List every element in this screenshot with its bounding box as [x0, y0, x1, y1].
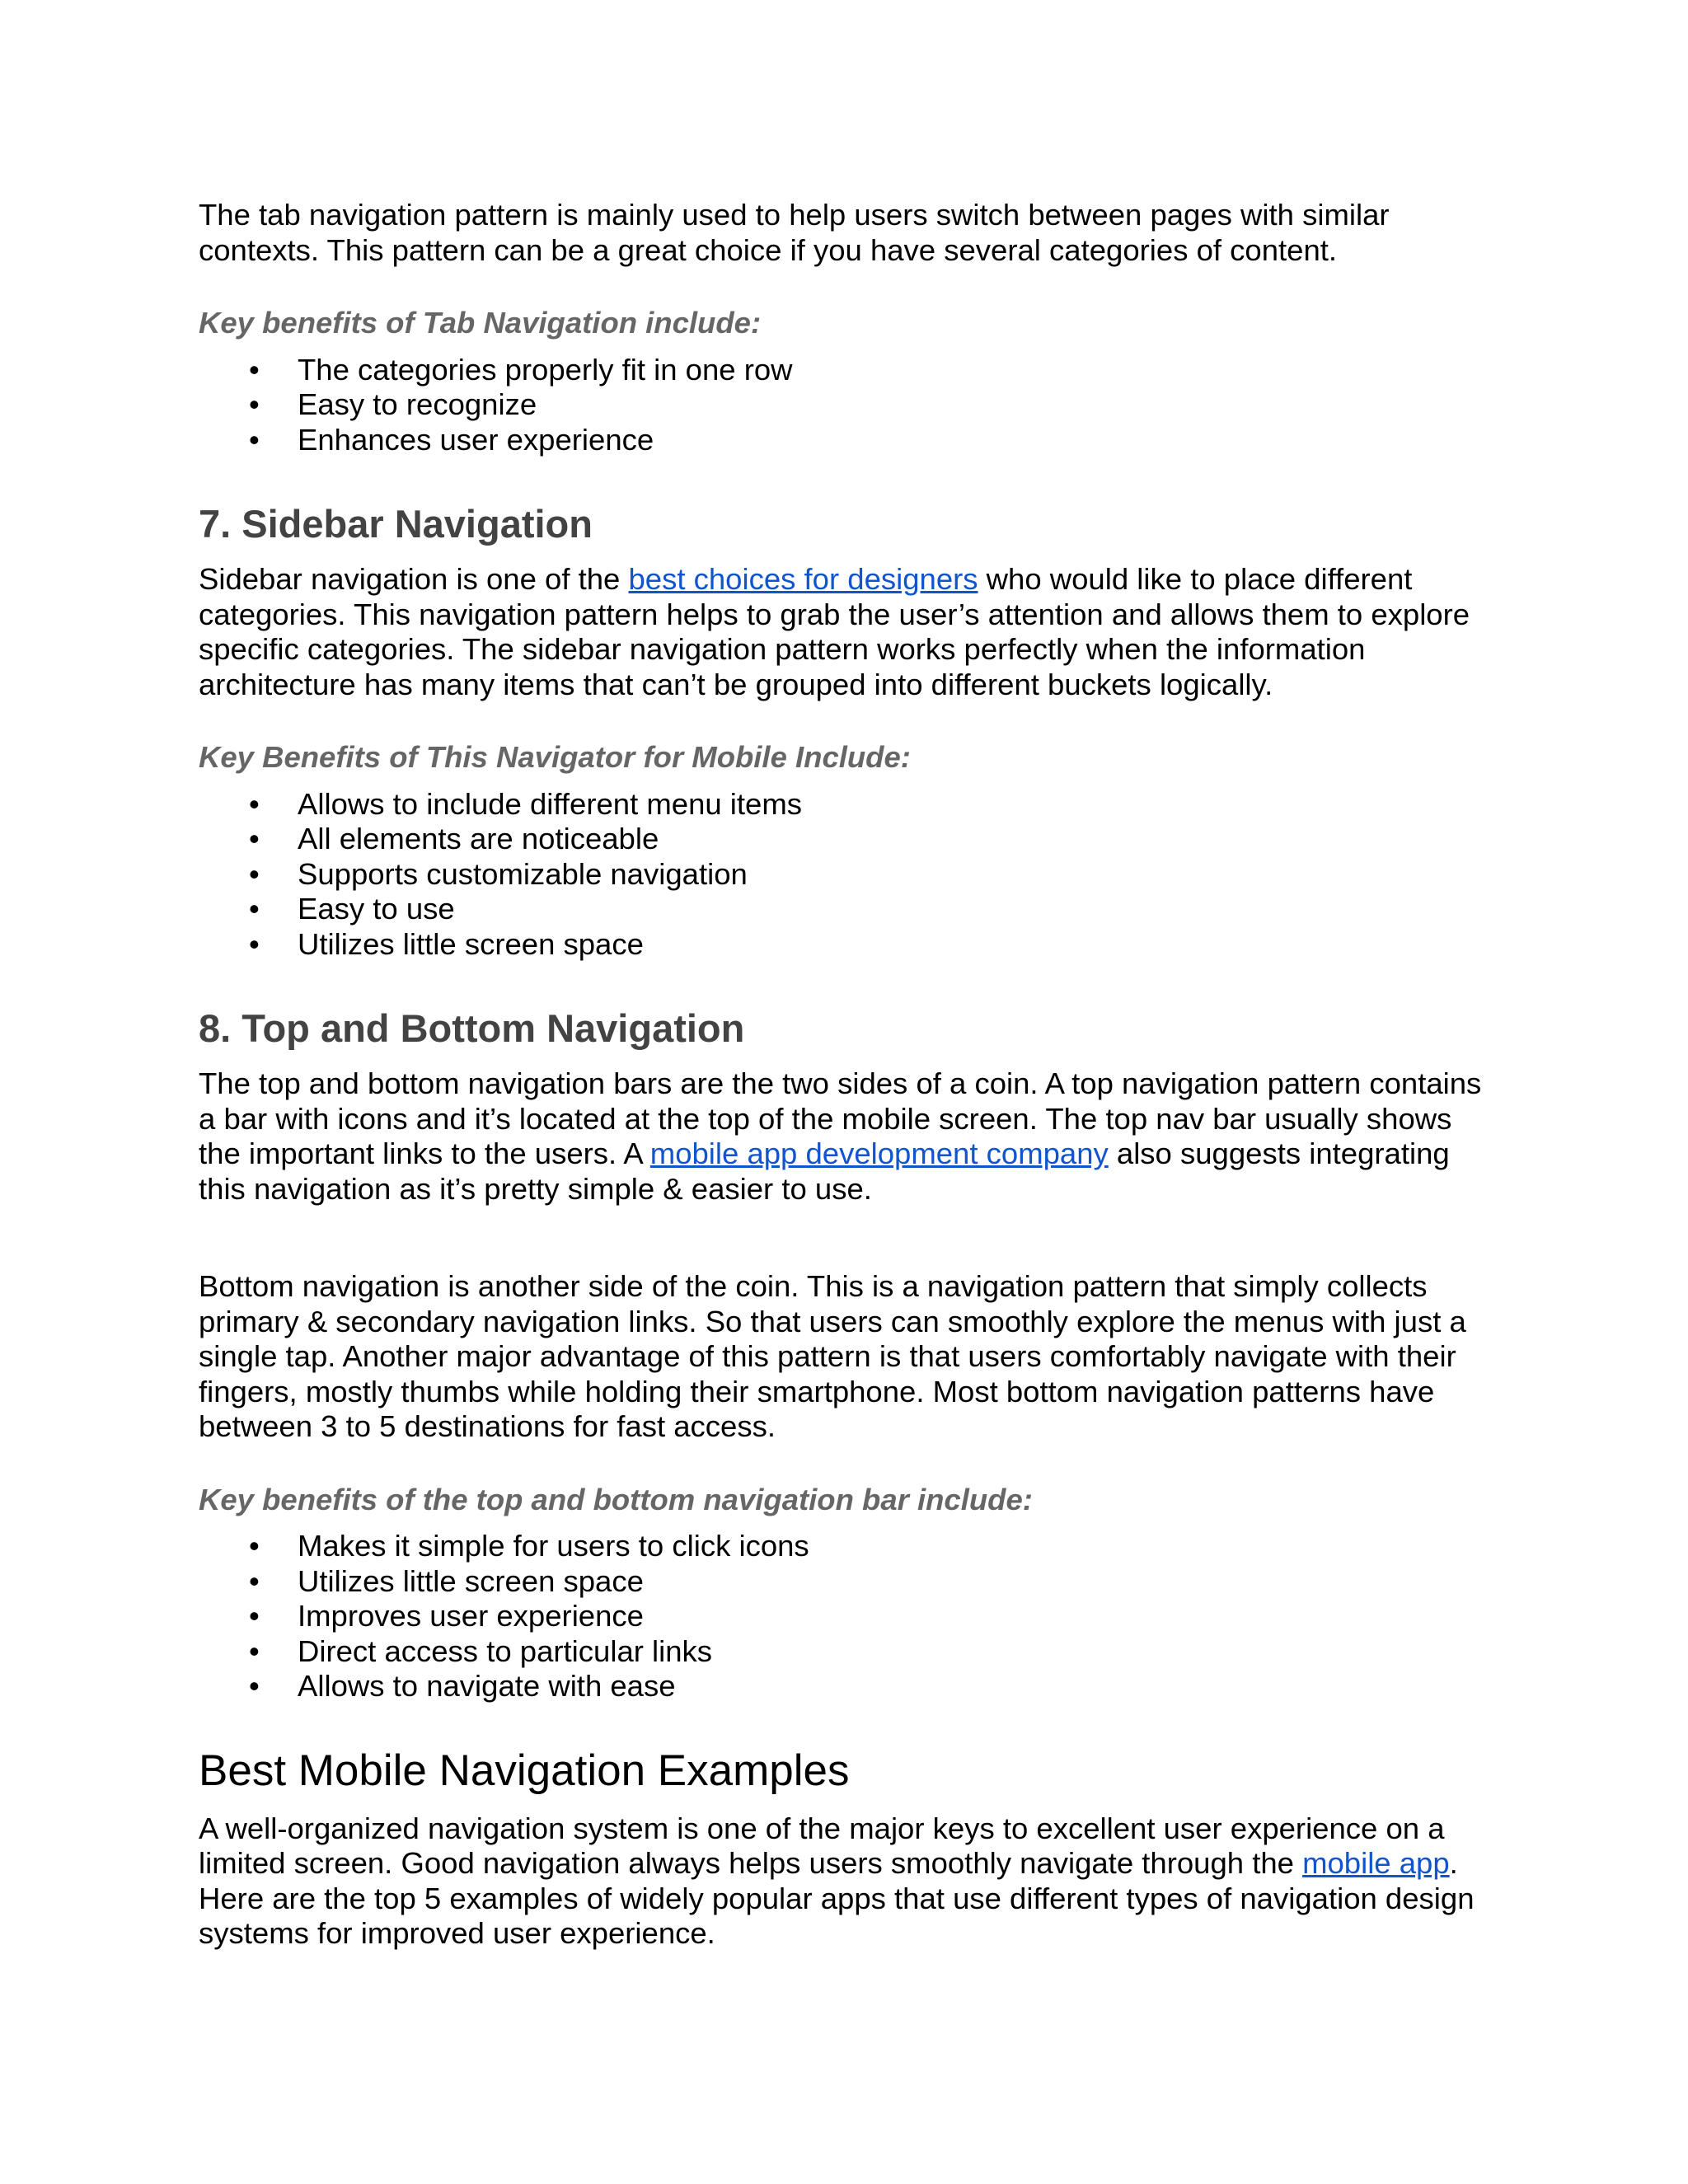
list-item: [199, 1599, 1501, 1634]
list-item-text: Allows to navigate with ease: [298, 1669, 676, 1703]
list-item-text: Direct access to particular links: [298, 1633, 713, 1668]
list-item-text: Improves user experience: [298, 1599, 644, 1633]
bullet-icon: •: [249, 926, 260, 961]
examples-paragraph: [199, 1811, 1501, 1952]
paragraph-text: . Here are the top 5 examples of widely popular apps that use different types of navigation design systems for improved user experience.: [199, 1846, 1475, 1950]
list-item: [199, 353, 1501, 388]
list-item-text: Easy to use: [298, 892, 455, 926]
list-item: [199, 1529, 1501, 1564]
mobile-app-link[interactable]: mobile app: [1302, 1846, 1450, 1880]
paragraph-text: The top and bottom navigation bars are the two sides of a coin. A top navigation pattern contains a bar with icons and it’s located at the top of the mobile screen. The top nav bar usually shows the important links to the users. A: [199, 1066, 1482, 1170]
list-item: [199, 423, 1501, 458]
paragraph-text: Sidebar navigation is one of the: [199, 562, 629, 596]
top-bottom-paragraph-1: [199, 1066, 1501, 1207]
best-choices-link[interactable]: best choices for designers: [628, 562, 978, 596]
top-bottom-benefits-list: [199, 1529, 1501, 1704]
bullet-icon: •: [249, 822, 260, 855]
list-item-text: Enhances user experience: [298, 422, 654, 457]
sidebar-navigation-paragraph: [199, 562, 1501, 702]
list-item: [199, 857, 1501, 893]
paragraph-text: A well-organized navigation system is one of the major keys to excellent user experience on a limited screen. Good navigation always helps users smoothly navigate through the: [199, 1811, 1445, 1880]
bullet-icon: •: [249, 856, 260, 891]
paragraph-text: who would like to place different categories. This navigation pattern helps to grab the user’s attention and allows them to explore specific categories. The sidebar navigation pattern works perfectly when the information architecture has many items that can’t be grouped into different buckets logically.: [199, 562, 1470, 701]
bullet-icon: •: [249, 1599, 260, 1633]
list-item: [199, 927, 1501, 963]
list-item-text: Easy to recognize: [298, 387, 537, 421]
bullet-icon: •: [249, 387, 260, 421]
list-item: [199, 822, 1501, 857]
bullet-icon: •: [249, 1669, 260, 1703]
bullet-icon: •: [249, 422, 260, 457]
top-bottom-navigation-heading: 8. Top and Bottom Navigation: [199, 1006, 745, 1050]
top-bottom-paragraph-2: Bottom navigation is another side of the coin. This is a navigation pattern that simply collects primary & secondary navigation links. So that users can smoothly explore the menus with just a single tap. Another major advantage of this pattern is that users comfortably navigate with their fingers, mostly thumbs while holding their smartphone. Most bottom navigation patterns have between 3 to 5 destinations for fast access.: [199, 1269, 1466, 1443]
sidebar-navigation-heading: 7. Sidebar Navigation: [199, 502, 593, 546]
list-item-text: Supports customizable navigation: [298, 856, 748, 891]
list-item-text: All elements are noticeable: [298, 822, 659, 855]
list-item-text: Allows to include different menu items: [298, 786, 803, 821]
sidebar-benefits-list: [199, 787, 1501, 963]
intro-paragraph: The tab navigation pattern is mainly used to help users switch between pages with similar contexts. This pattern can be a great choice if you have several categories of content.: [199, 198, 1390, 267]
list-item: [199, 387, 1501, 423]
tab-benefits-heading: Key benefits of Tab Navigation include:: [199, 306, 762, 340]
list-item: [199, 1669, 1501, 1704]
list-item-text: Utilizes little screen space: [298, 926, 644, 961]
list-item-text: The categories properly fit in one row: [298, 352, 793, 387]
mobile-app-development-company-link[interactable]: mobile app development company: [649, 1137, 1109, 1170]
list-item: [199, 1564, 1501, 1600]
bullet-icon: •: [249, 1529, 260, 1563]
list-item-text: Utilizes little screen space: [298, 1563, 644, 1598]
list-item: [199, 892, 1501, 927]
sidebar-benefits-heading: Key Benefits of This Navigator for Mobile Include:: [199, 740, 911, 774]
tab-benefits-list: [199, 353, 1501, 458]
bullet-icon: •: [249, 892, 260, 926]
paragraph-text: also suggests integrating this navigation as it’s pretty simple & easier to use.: [199, 1137, 1450, 1206]
bullet-icon: •: [249, 1563, 260, 1598]
examples-heading: Best Mobile Navigation Examples: [199, 1746, 850, 1795]
bullet-icon: •: [249, 1633, 260, 1668]
list-item: [199, 787, 1501, 823]
document-page: [199, 198, 1501, 1952]
bullet-icon: •: [249, 786, 260, 821]
top-bottom-benefits-heading: Key benefits of the top and bottom navigation bar include:: [199, 1482, 1033, 1516]
list-item: [199, 1634, 1501, 1670]
bullet-icon: •: [249, 352, 260, 387]
list-item-text: Makes it simple for users to click icons: [298, 1529, 809, 1563]
